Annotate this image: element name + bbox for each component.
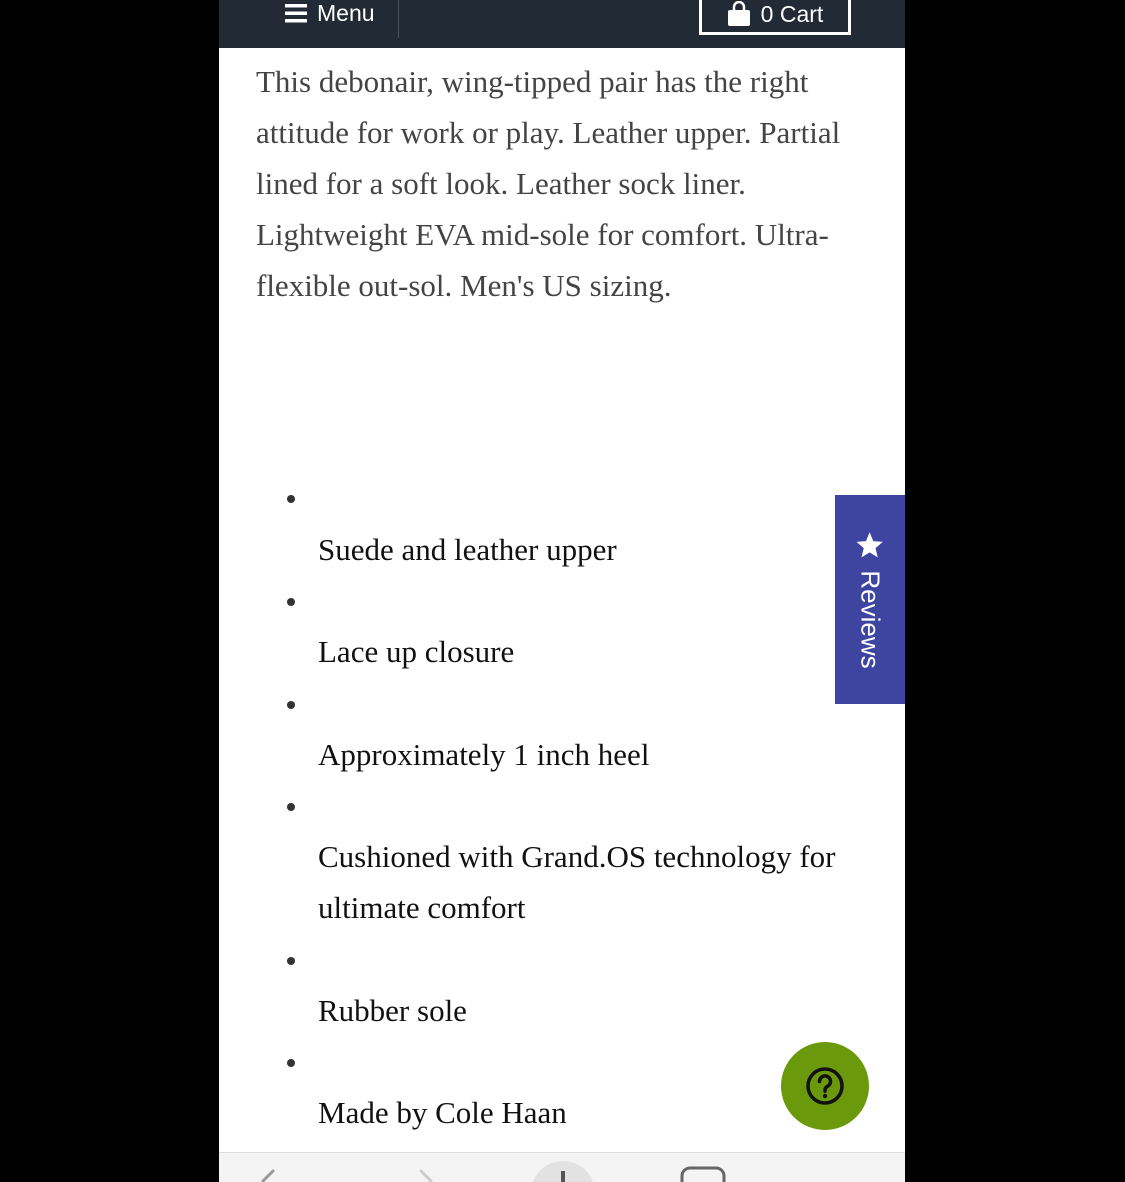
bullet-dot	[287, 957, 295, 965]
back-arrow-icon[interactable]	[255, 1167, 283, 1182]
reviews-tab[interactable]	[835, 495, 905, 704]
nav-divider	[398, 0, 399, 38]
product-description: This debonair, wing-tipped pair has the right attitude for work or play. Leather upper. Partial lined for a soft look. Leather sock liner. Lightweight EVA mid-sole for comfort. Ultra-flexible out-sol. Men's US sizing.	[256, 64, 841, 303]
bullet-dot	[287, 598, 295, 606]
hamburger-icon	[285, 3, 307, 23]
tabs-icon[interactable]	[679, 1165, 727, 1182]
bullet-dot	[287, 495, 295, 503]
reviews-label: Reviews	[855, 570, 886, 669]
new-tab-icon[interactable]	[529, 1157, 599, 1182]
top-nav-bar	[219, 0, 905, 48]
browser-toolbar	[219, 1152, 905, 1182]
star-icon	[855, 530, 885, 560]
cart-button[interactable]	[699, 0, 851, 35]
menu-button[interactable]	[285, 0, 375, 26]
shopping-bag-icon	[727, 1, 751, 27]
feature-text: Cushioned with Grand.OS technology for ultimate comfort	[318, 839, 836, 925]
question-icon	[805, 1066, 845, 1106]
forward-arrow-icon[interactable]	[415, 1167, 443, 1182]
help-button[interactable]	[781, 1042, 869, 1130]
page	[219, 0, 905, 1182]
menu-label: Menu	[317, 0, 375, 26]
feature-text: Lace up closure	[318, 634, 515, 669]
bullet-dot	[287, 701, 295, 709]
feature-text: Rubber sole	[318, 993, 467, 1028]
bullet-dot	[287, 803, 295, 811]
feature-text: Approximately 1 inch heel	[318, 737, 650, 772]
feature-text: Made by Cole Haan	[318, 1095, 567, 1130]
cart-label: 0 Cart	[760, 0, 824, 27]
reviews-tab-content	[855, 530, 886, 668]
bullet-dot	[287, 1059, 295, 1067]
feature-text: Suede and leather upper	[318, 532, 617, 567]
